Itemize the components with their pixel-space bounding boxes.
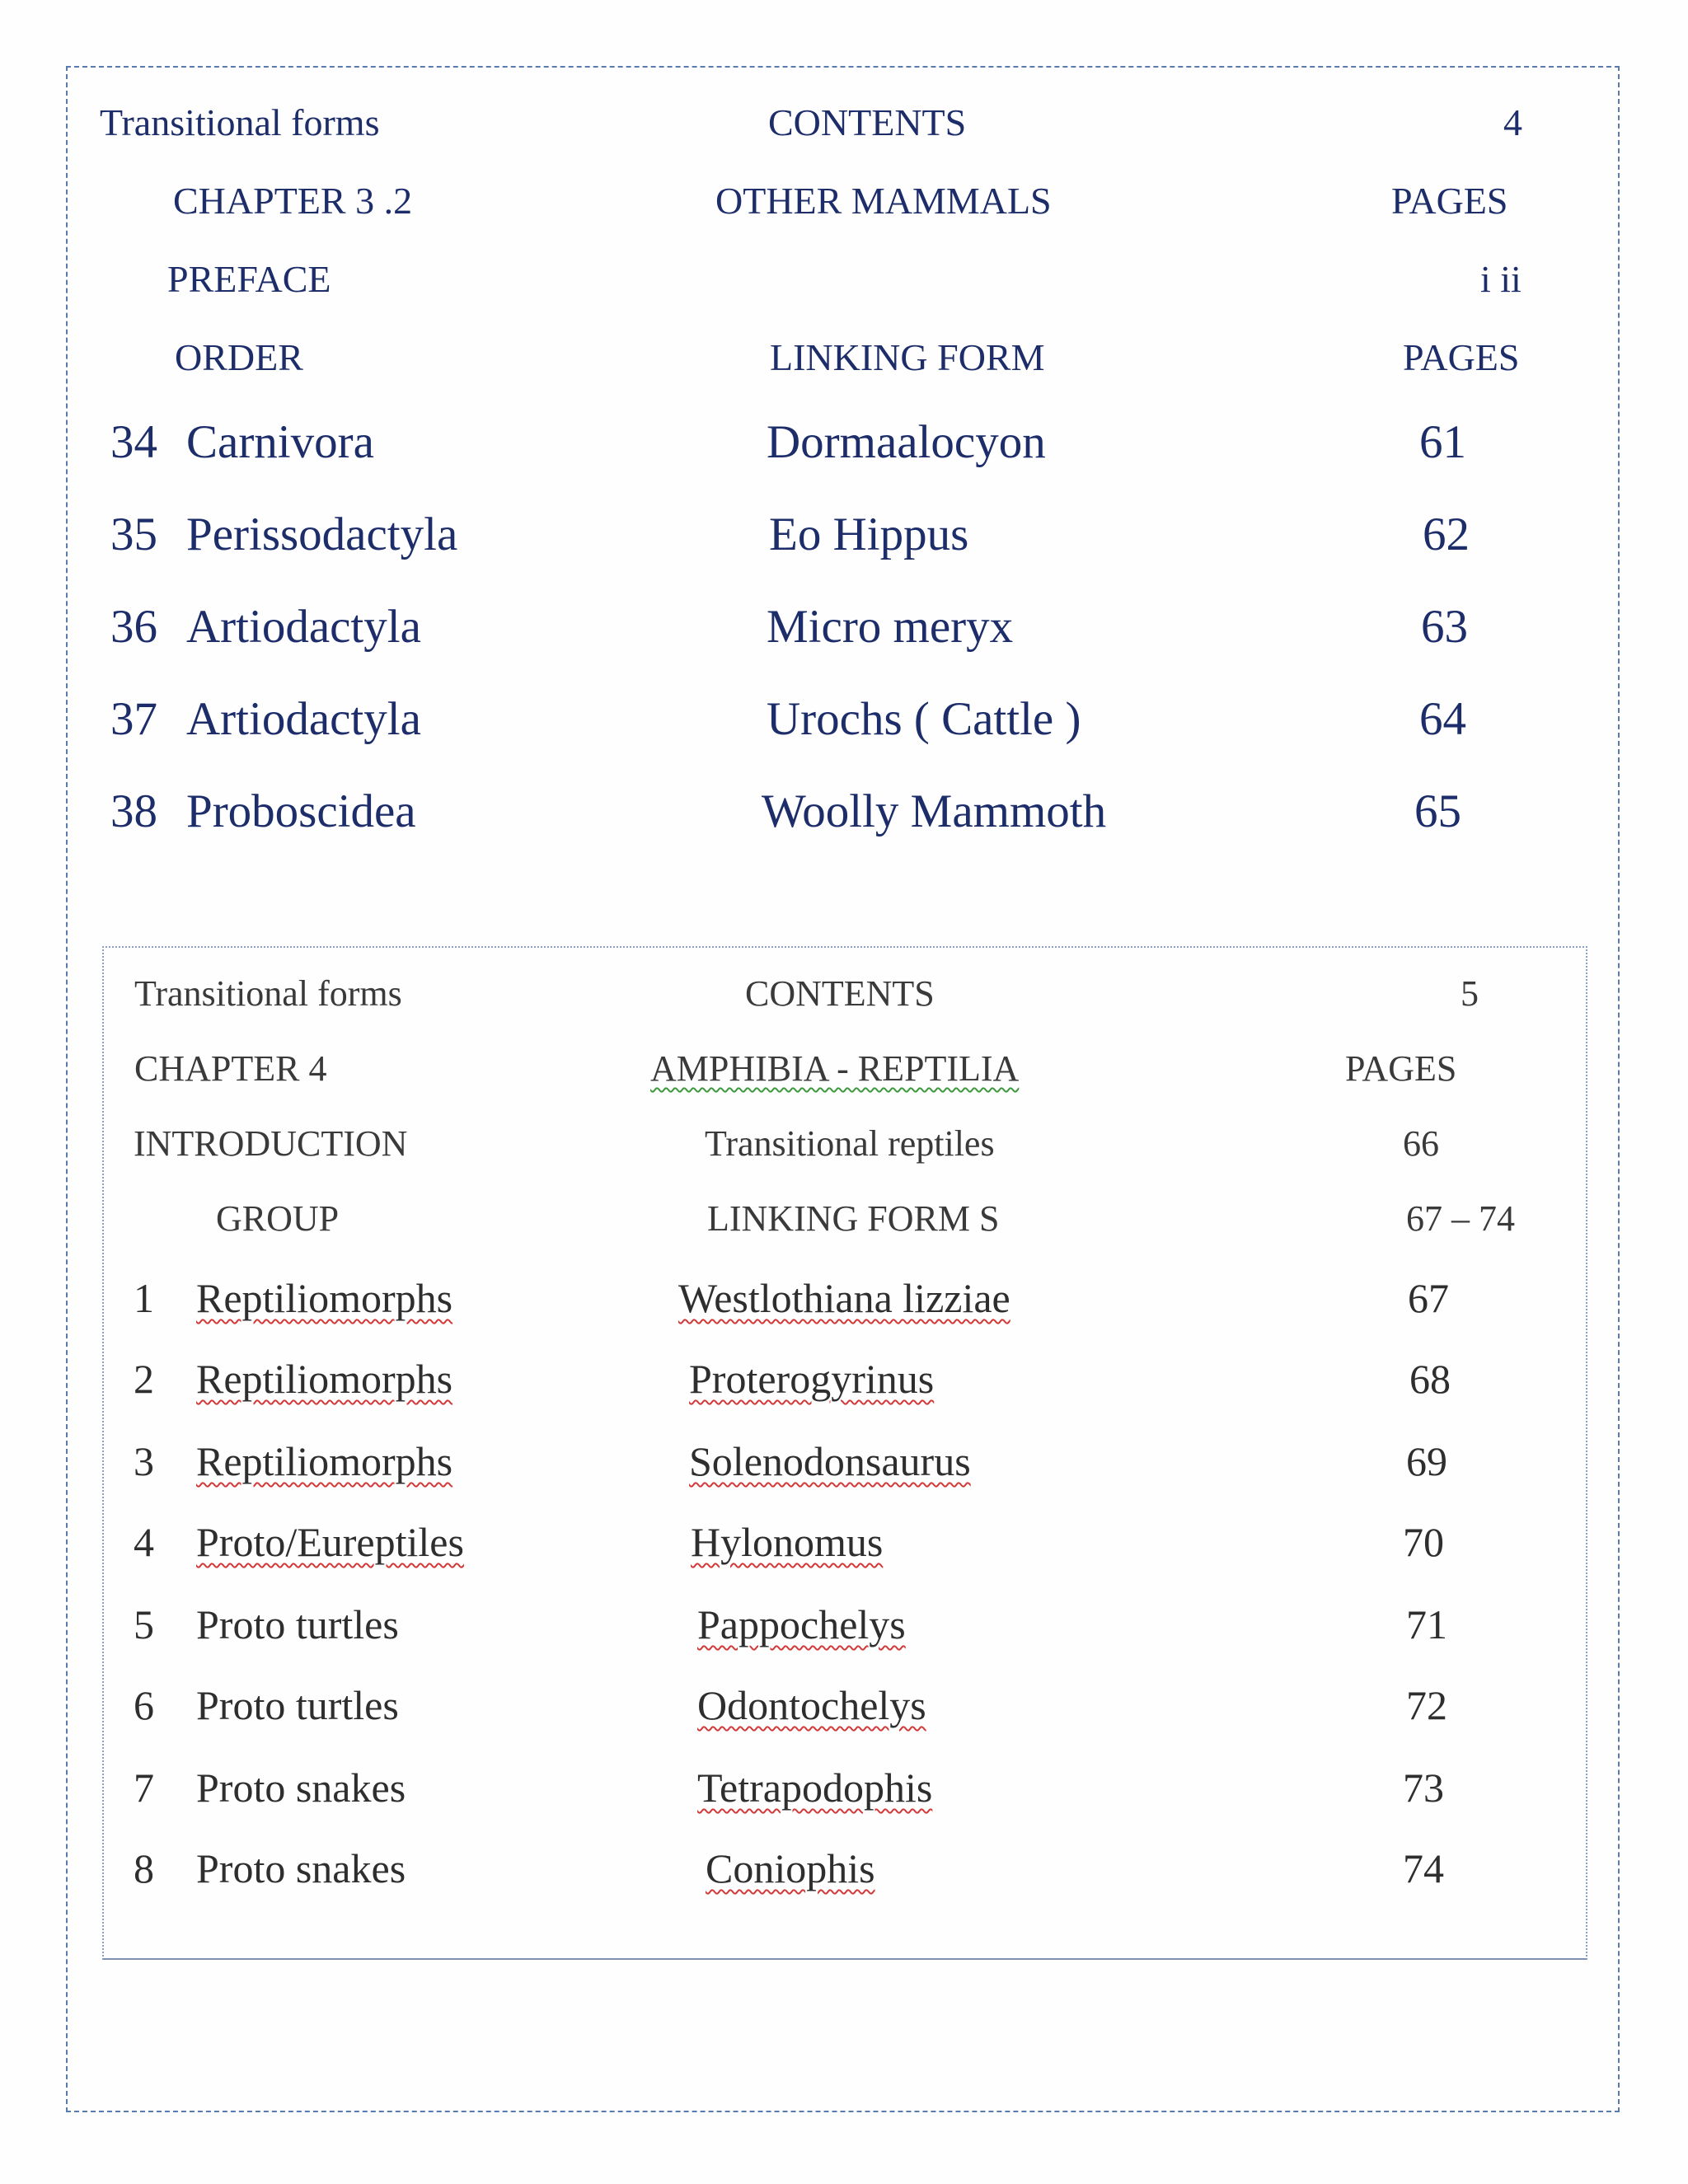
running-header-contents: CONTENTS [768,101,967,143]
group-name-text: Proto/Eureptiles [196,1519,464,1565]
page-ref: 72 [1406,1682,1447,1728]
row-number: 5 [134,1601,154,1647]
group-name: Proto snakes [196,1765,406,1811]
preface-label: PREFACE [167,258,331,300]
page-number: 4 [1503,101,1522,143]
linking-form: Hylonomus [691,1519,884,1565]
row-number: 8 [134,1845,154,1891]
linking-form: Odontochelys [697,1682,926,1728]
page-ref: 64 [1419,693,1466,745]
linking-form: Urochs ( Cattle ) [767,693,1081,745]
page-ref: 74 [1403,1845,1444,1891]
order-name: Artiodactyla [186,601,421,653]
row-number: 37 [110,693,157,745]
running-header-contents: CONTENTS [745,973,935,1014]
column-order: ORDER [175,336,303,378]
running-header-title: Transitional forms [100,101,380,143]
column-pages-range: 67 – 74 [1406,1198,1515,1239]
page-ref: 73 [1403,1765,1444,1811]
introduction-label: INTRODUCTION [134,1123,408,1164]
linking-form: Proterogyrinus [689,1356,935,1402]
linking-form: Solenodonsaurus [689,1438,971,1484]
order-name: Carnivora [186,416,374,468]
row-number: 1 [134,1275,154,1321]
linking-form: Pappochelys [697,1601,906,1647]
page-ref: 65 [1414,785,1461,837]
group-name: Reptiliomorphs [196,1438,453,1484]
running-header-title: Transitional forms [134,973,402,1014]
column-linking-form: LINKING FORM [770,336,1045,378]
row-number: 7 [134,1765,154,1811]
row-number: 38 [110,785,157,837]
introduction-pages: 66 [1403,1123,1439,1164]
linking-form: Woolly Mammoth [762,785,1107,837]
page-ref: 71 [1406,1601,1447,1647]
row-number: 6 [134,1682,154,1728]
order-name: Perissodactyla [186,509,458,560]
linking-form: Westlothiana lizziae [678,1275,1010,1321]
group-name: Proto turtles [196,1682,399,1728]
group-name [196,1521,464,1563]
linking-form: Coniophis [706,1845,875,1891]
page-ref: 62 [1423,509,1470,560]
row-number: 3 [134,1438,154,1484]
pages-heading: PAGES [1391,180,1508,222]
page-ref: 63 [1421,601,1468,653]
page-ref: 61 [1419,416,1466,468]
order-name: Proboscidea [186,785,416,837]
row-number: 4 [134,1519,154,1565]
group-name: Reptiliomorphs [196,1356,453,1402]
chapter-title: AMPHIBIA - REPTILIA [650,1048,1020,1089]
group-name: Proto turtles [196,1601,399,1647]
column-group: GROUP [216,1198,340,1239]
linking-form: Eo Hippus [769,509,969,560]
order-name: Artiodactyla [186,693,421,745]
group-name: Proto snakes [196,1845,406,1891]
group-name: Reptiliomorphs [196,1275,453,1321]
row-number: 34 [110,416,157,468]
page-ref: 70 [1403,1519,1444,1565]
page-ref: 68 [1409,1356,1451,1402]
chapter-label: CHAPTER 3 .2 [173,180,413,222]
introduction-title: Transitional reptiles [705,1123,995,1164]
linking-form: Micro meryx [767,601,1014,653]
chapter-label: CHAPTER 4 [134,1048,327,1089]
row-number: 2 [134,1356,154,1402]
page-ref: 67 [1408,1275,1449,1321]
page-number: 5 [1461,973,1479,1014]
column-linking-forms: LINKING FORM S [707,1198,1000,1239]
row-number: 36 [110,601,157,653]
page-ref: 69 [1406,1438,1447,1484]
chapter-title: OTHER MAMMALS [715,180,1052,222]
linking-form: Dormaalocyon [767,416,1046,468]
linking-form: Tetrapodophis [697,1765,933,1811]
preface-pages: i ii [1480,258,1522,300]
row-number: 35 [110,509,157,560]
column-pages: PAGES [1403,336,1520,378]
pages-heading: PAGES [1345,1048,1457,1089]
